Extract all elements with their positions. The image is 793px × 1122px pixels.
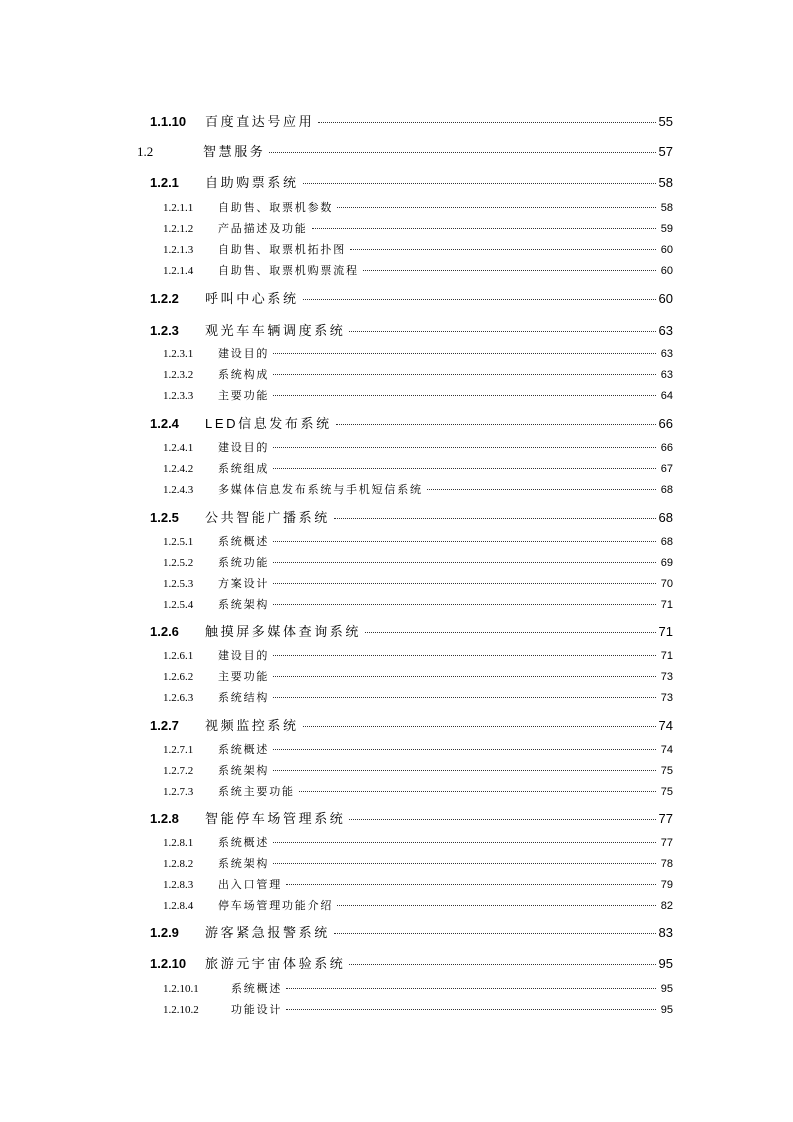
toc-entry-page: 68 bbox=[658, 510, 673, 525]
dot-leader bbox=[273, 562, 656, 563]
toc-entry-number: 1.2.8.2 bbox=[163, 858, 194, 870]
toc-entry[interactable] bbox=[150, 808, 673, 827]
toc-entry[interactable] bbox=[163, 596, 673, 612]
dot-leader bbox=[365, 632, 656, 633]
dot-leader bbox=[273, 583, 656, 584]
toc-entry-page: 60 bbox=[658, 291, 673, 306]
toc-entry-page: 95 bbox=[658, 956, 673, 971]
toc-entry-page: 74 bbox=[658, 718, 673, 733]
toc-entry-number: 1.2.5 bbox=[150, 510, 179, 525]
toc-entry-title: 多媒体信息发布系统与手机短信系统 bbox=[218, 484, 423, 496]
toc-entry[interactable] bbox=[150, 922, 673, 941]
dot-leader bbox=[337, 207, 656, 208]
dot-leader bbox=[318, 122, 655, 123]
dot-leader bbox=[273, 468, 656, 469]
toc-entry-number: 1.2.1.2 bbox=[163, 223, 194, 235]
toc-entry[interactable] bbox=[150, 715, 673, 734]
toc-entry[interactable] bbox=[163, 481, 673, 497]
toc-entry[interactable] bbox=[163, 689, 673, 705]
toc-entry-title: 系统概述 bbox=[231, 983, 283, 995]
dot-leader bbox=[336, 424, 656, 425]
toc-entry[interactable] bbox=[150, 288, 673, 307]
dot-leader bbox=[273, 842, 656, 843]
toc-entry-number: 1.2.8.1 bbox=[163, 837, 194, 849]
toc-entry-title: 停车场管理功能介绍 bbox=[218, 900, 334, 912]
toc-entry-title: 百度直达号应用 bbox=[205, 114, 315, 129]
toc-entry-page: 71 bbox=[660, 650, 673, 662]
toc-entry-title: 系统组成 bbox=[218, 463, 270, 475]
toc-entry[interactable] bbox=[163, 533, 673, 549]
dot-leader bbox=[273, 541, 656, 542]
toc-entry-title: LED信息发布系统 bbox=[205, 416, 332, 431]
toc-entry-number: 1.2.7.2 bbox=[163, 765, 194, 777]
toc-entry-number: 1.2.5.4 bbox=[163, 599, 194, 611]
toc-entry[interactable] bbox=[163, 220, 673, 236]
toc-entry-page: 59 bbox=[660, 223, 673, 235]
dot-leader bbox=[286, 1009, 656, 1010]
toc-entry-page: 69 bbox=[660, 557, 673, 569]
toc-entry-page: 75 bbox=[660, 765, 673, 777]
toc-entry-number: 1.2.8 bbox=[150, 811, 179, 826]
toc-entry-page: 63 bbox=[658, 323, 673, 338]
toc-entry-title: 系统结构 bbox=[218, 692, 270, 704]
dot-leader bbox=[273, 770, 656, 771]
toc-entry-number: 1.2.5.2 bbox=[163, 557, 194, 569]
toc-entry-page: 68 bbox=[660, 536, 673, 548]
toc-entry-page: 63 bbox=[660, 369, 673, 381]
toc-entry[interactable] bbox=[163, 262, 673, 278]
toc-entry-page: 95 bbox=[660, 983, 673, 995]
dot-leader bbox=[350, 249, 656, 250]
toc-entry-number: 1.2.6 bbox=[150, 624, 179, 639]
toc-entry[interactable] bbox=[150, 621, 673, 640]
toc-entry-title: 建设目的 bbox=[218, 442, 270, 454]
toc-entry-title: 智慧服务 bbox=[203, 144, 266, 159]
dot-leader bbox=[349, 819, 655, 820]
toc-entry-title: 系统主要功能 bbox=[218, 786, 295, 798]
toc-entry-page: 71 bbox=[658, 624, 673, 639]
toc-entry[interactable] bbox=[163, 876, 673, 892]
dot-leader bbox=[363, 270, 656, 271]
toc-entry-number: 1.2.5.1 bbox=[163, 536, 194, 548]
dot-leader bbox=[303, 726, 656, 727]
toc-entry-title: 系统构成 bbox=[218, 369, 270, 381]
toc-entry[interactable] bbox=[163, 668, 673, 684]
dot-leader bbox=[427, 489, 656, 490]
toc-entry-page: 63 bbox=[660, 348, 673, 360]
toc-entry-title: 公共智能广播系统 bbox=[205, 510, 330, 525]
toc-entry-page: 73 bbox=[660, 692, 673, 704]
toc-entry-number: 1.2 bbox=[137, 144, 154, 159]
toc-entry[interactable] bbox=[163, 366, 673, 382]
toc-entry-page: 55 bbox=[658, 114, 673, 129]
toc-entry[interactable] bbox=[163, 199, 673, 215]
toc-entry[interactable] bbox=[163, 783, 673, 799]
toc-entry-title: 系统架构 bbox=[218, 599, 270, 611]
dot-leader bbox=[286, 884, 656, 885]
dot-leader bbox=[273, 353, 656, 354]
toc-entry-page: 71 bbox=[660, 599, 673, 611]
toc-entry[interactable] bbox=[150, 507, 673, 526]
toc-entry-title: 自助售、取票机拓扑图 bbox=[218, 244, 346, 256]
toc-entry-number: 1.2.6.3 bbox=[163, 692, 194, 704]
toc-entry[interactable] bbox=[150, 111, 673, 130]
toc-entry-title: 主要功能 bbox=[218, 390, 270, 402]
toc-entry-page: 77 bbox=[660, 837, 673, 849]
toc-entry-title: 建设目的 bbox=[218, 348, 270, 360]
toc-entry-title: 系统架构 bbox=[218, 858, 270, 870]
dot-leader bbox=[273, 604, 656, 605]
toc-entry-number: 1.2.3.1 bbox=[163, 348, 194, 360]
toc-entry-number: 1.2.8.4 bbox=[163, 900, 194, 912]
toc-entry-number: 1.2.7.3 bbox=[163, 786, 194, 798]
dot-leader bbox=[349, 331, 655, 332]
toc-entry-page: 73 bbox=[660, 671, 673, 683]
toc-entry-title: 系统功能 bbox=[218, 557, 270, 569]
dot-leader bbox=[303, 299, 656, 300]
dot-leader bbox=[312, 228, 656, 229]
dot-leader bbox=[273, 374, 656, 375]
toc-entry[interactable] bbox=[150, 320, 673, 339]
dot-leader bbox=[303, 183, 656, 184]
toc-entry-title: 系统概述 bbox=[218, 837, 270, 849]
toc-entry-title: 系统概述 bbox=[218, 744, 270, 756]
toc-entry-number: 1.2.9 bbox=[150, 925, 179, 940]
toc-entry-page: 67 bbox=[660, 463, 673, 475]
toc-entry-number: 1.2.6.2 bbox=[163, 671, 194, 683]
dot-leader bbox=[334, 518, 656, 519]
toc-entry[interactable] bbox=[163, 387, 673, 403]
toc-entry-title: 建设目的 bbox=[218, 650, 270, 662]
dot-leader bbox=[273, 447, 656, 448]
dot-leader bbox=[299, 791, 656, 792]
toc-entry[interactable] bbox=[163, 241, 673, 257]
toc-entry-page: 82 bbox=[660, 900, 673, 912]
toc-entry-number: 1.2.10 bbox=[150, 956, 187, 971]
toc-entry[interactable] bbox=[163, 834, 673, 850]
toc-entry-number: 1.2.3.2 bbox=[163, 369, 194, 381]
toc-entry[interactable] bbox=[137, 141, 673, 160]
toc-entry-page: 79 bbox=[660, 879, 673, 891]
toc-entry-page: 66 bbox=[658, 416, 673, 431]
toc-entry-page: 60 bbox=[660, 265, 673, 277]
dot-leader bbox=[273, 395, 656, 396]
toc-entry[interactable] bbox=[163, 897, 673, 913]
toc-entry-number: 1.2.3.3 bbox=[163, 390, 194, 402]
toc-entry-number: 1.2.1.3 bbox=[163, 244, 194, 256]
toc-entry-title: 系统架构 bbox=[218, 765, 270, 777]
toc-entry-page: 95 bbox=[660, 1004, 673, 1016]
toc-entry-title: 游客紧急报警系统 bbox=[205, 925, 330, 940]
dot-leader bbox=[273, 863, 656, 864]
toc-entry-number: 1.1.10 bbox=[150, 114, 187, 129]
toc-entry-number: 1.2.1 bbox=[150, 175, 179, 190]
toc-entry-number: 1.2.4.1 bbox=[163, 442, 194, 454]
toc-entry-number: 1.2.2 bbox=[150, 291, 179, 306]
toc-entry-title: 功能设计 bbox=[231, 1004, 283, 1016]
toc-entry[interactable] bbox=[163, 575, 673, 591]
toc-entry[interactable] bbox=[163, 980, 673, 996]
toc-entry-page: 66 bbox=[660, 442, 673, 454]
dot-leader bbox=[273, 749, 656, 750]
dot-leader bbox=[273, 655, 656, 656]
toc-entry-title: 观光车车辆调度系统 bbox=[205, 323, 346, 338]
toc-entry[interactable] bbox=[163, 439, 673, 455]
dot-leader bbox=[273, 676, 656, 677]
toc-entry[interactable] bbox=[163, 741, 673, 757]
toc-entry-title: 系统概述 bbox=[218, 536, 270, 548]
toc-entry[interactable] bbox=[150, 413, 673, 432]
toc-entry-title: 呼叫中心系统 bbox=[205, 291, 299, 306]
toc-entry-title: 产品描述及功能 bbox=[218, 223, 308, 235]
toc-entry-page: 68 bbox=[660, 484, 673, 496]
dot-leader bbox=[273, 697, 656, 698]
toc-entry-number: 1.2.5.3 bbox=[163, 578, 194, 590]
toc-entry-title: 方案设计 bbox=[218, 578, 270, 590]
toc-entry-title: 智能停车场管理系统 bbox=[205, 811, 346, 826]
toc-entry-number: 1.2.7 bbox=[150, 718, 179, 733]
toc-entry-page: 83 bbox=[658, 925, 673, 940]
dot-leader bbox=[337, 905, 656, 906]
dot-leader bbox=[349, 964, 655, 965]
toc-entry-number: 1.2.6.1 bbox=[163, 650, 194, 662]
toc-entry-title: 触摸屏多媒体查询系统 bbox=[205, 624, 362, 639]
toc-entry-title: 旅游元宇宙体验系统 bbox=[205, 956, 346, 971]
toc-entry[interactable] bbox=[163, 554, 673, 570]
toc-entry-number: 1.2.4.3 bbox=[163, 484, 194, 496]
toc-entry-number: 1.2.4.2 bbox=[163, 463, 194, 475]
toc-entry-number: 1.2.7.1 bbox=[163, 744, 194, 756]
toc-entry[interactable] bbox=[163, 762, 673, 778]
toc-entry-page: 57 bbox=[658, 144, 673, 159]
toc-entry-number: 1.2.4 bbox=[150, 416, 179, 431]
toc-entry[interactable] bbox=[150, 953, 673, 972]
dot-leader bbox=[269, 152, 655, 153]
toc-entry-page: 77 bbox=[658, 811, 673, 826]
toc-entry-page: 70 bbox=[660, 578, 673, 590]
toc-entry-title: 出入口管理 bbox=[218, 879, 282, 891]
toc-entry-page: 58 bbox=[658, 175, 673, 190]
toc-entry-title: 视频监控系统 bbox=[205, 718, 299, 733]
toc-entry-title: 自助售、取票机参数 bbox=[218, 202, 334, 214]
toc-entry-title: 自助购票系统 bbox=[205, 175, 299, 190]
toc-entry[interactable] bbox=[163, 345, 673, 361]
toc-entry-page: 74 bbox=[660, 744, 673, 756]
toc-entry[interactable] bbox=[163, 1001, 673, 1017]
toc-entry-number: 1.2.1.1 bbox=[163, 202, 194, 214]
toc-entry-number: 1.2.8.3 bbox=[163, 879, 194, 891]
toc-entry-page: 78 bbox=[660, 858, 673, 870]
dot-leader bbox=[286, 988, 656, 989]
toc-entry-page: 75 bbox=[660, 786, 673, 798]
toc-entry-page: 58 bbox=[660, 202, 673, 214]
toc-entry-number: 1.2.3 bbox=[150, 323, 179, 338]
toc-entry-number: 1.2.10.1 bbox=[163, 983, 199, 995]
toc-entry-title: 自助售、取票机购票流程 bbox=[218, 265, 359, 277]
toc-entry[interactable] bbox=[150, 172, 673, 191]
toc-entry-number: 1.2.10.2 bbox=[163, 1004, 199, 1016]
dot-leader bbox=[334, 933, 656, 934]
toc-entry[interactable] bbox=[163, 647, 673, 663]
toc-entry-number: 1.2.1.4 bbox=[163, 265, 194, 277]
toc-entry-page: 60 bbox=[660, 244, 673, 256]
toc-entry-title: 主要功能 bbox=[218, 671, 270, 683]
toc-entry[interactable] bbox=[163, 855, 673, 871]
toc-entry-page: 64 bbox=[660, 390, 673, 402]
toc-entry[interactable] bbox=[163, 460, 673, 476]
